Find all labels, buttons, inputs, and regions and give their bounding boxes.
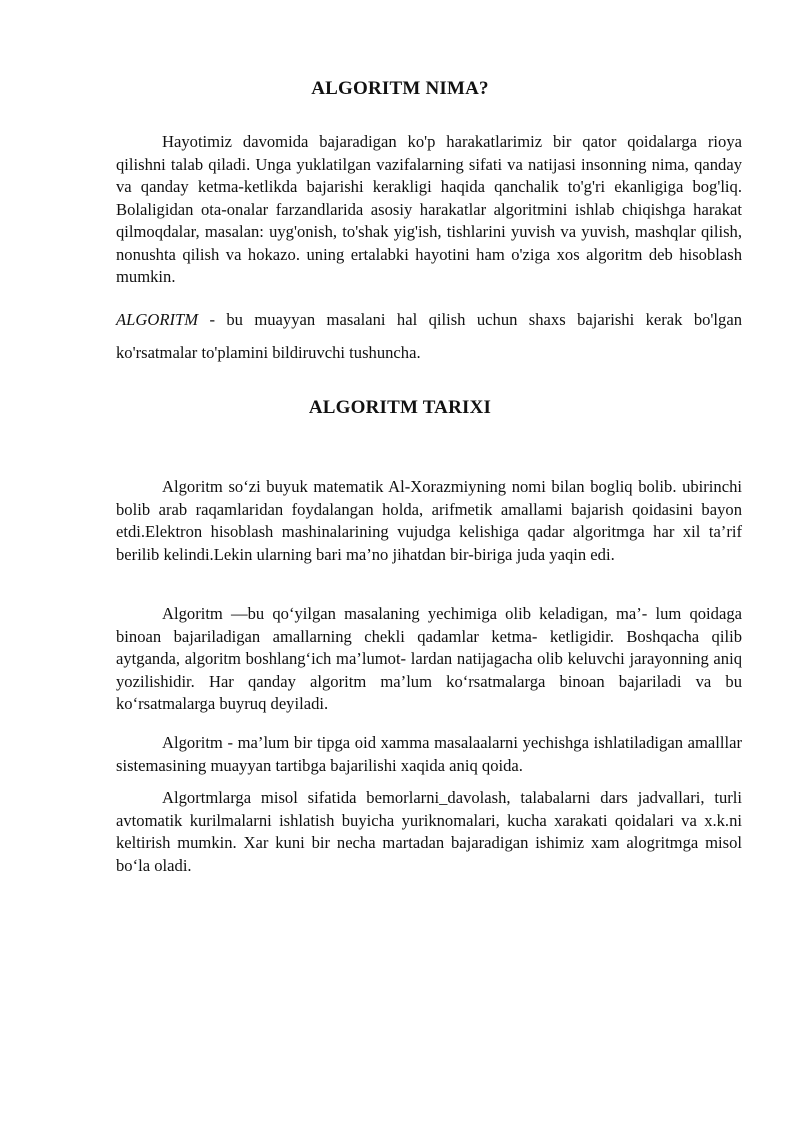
paragraph-history-3: Algoritm - ma’lum bir tipga oid xamma masalaalarni yechishga ishlatiladigan amalllar sistemasining muayyan tartibga bajarilishi xaqida aniq qoida. xyxy=(116,733,742,775)
paragraph-history-4: Algortmlarga misol sifatida bemorlarni_davolash, talabalarni dars jadvallari, turli avtomatik kurilmalarni ishlatish buyicha yuriknomalari, kucha xarakati qoidalari va x.k.ni keltirish mumkin. Xar kuni bir necha martadan bajaradigan ishimiz xam alogritmga misol bo‘la oladi. xyxy=(116,788,742,875)
definition-term: ALGORITM xyxy=(116,310,199,329)
paragraph-history-2: Algoritm —bu qo‘yilgan masalaning yechimiga olib keladigan, ma’- lum qoidaga binoan bajariladigan amallarning chekli qadamlar ketma- ketligidir. Boshqacha qilib aytganda, algoritm boshlang‘ich ma’lumot- lardan natijagacha olib keluvchi jarayonning aniq yozilishidir. Har qanday algoritm ma’lum ko‘rsatmalarga binoan bajariladi va bu ko‘rsatmalarga buyruq deyiladi. xyxy=(116,604,742,713)
paragraph-definition xyxy=(116,303,742,369)
heading-algoritm-nima: ALGORITM NIMA? xyxy=(311,78,489,99)
paragraph-history-1: Algoritm so‘zi buyuk matematik Al-Xorazmiyning nomi bilan bogliq bolib. ubirinchi bolib arab raqamlaridan foydalangan holda, arifmetik amallami bajarish qoidasini bayon etdi.Elektron hisoblash mashinalarining vujudga kelishiga qadar algoritmga har xil ta’rif berilib kelindi.Lekin ularning bari ma’no jihatdan bir-biriga juda yaqin edi. xyxy=(116,477,742,564)
definition-text: - bu muayyan masalani hal qilish uchun shaxs bajarishi kerak bo'lgan ko'rsatmalar to'plamini bildiruvchi tushuncha. xyxy=(116,310,742,362)
heading-algoritm-tarixi: ALGORITM TARIXI xyxy=(308,397,492,418)
paragraph-intro: Hayotimiz davomida bajaradigan ko'p harakatlarimiz bir qator qoidalarga rioya qilishni talab qiladi. Unga yuklatilgan vazifalarning sifati va natijasi insonning nima, qanday va qanday ketma-ketlikda bajarishi kerakligi haqida qanchalik to'g'ri ekanligiga bog'liq. Bolaligidan ota-onalar farzandlarida asosiy harakatlar algoritmini ishlab chiqishga harakat qilmoqdalar, masalan: uyg'onish, to'shak yig'ish, tishlarini yuvish va yuvish, mashqlar qilish, nonushta qilish va hokazo. uning ertalabki hayotini ham o'ziga xos algoritm deb hisoblash mumkin. xyxy=(116,132,742,286)
